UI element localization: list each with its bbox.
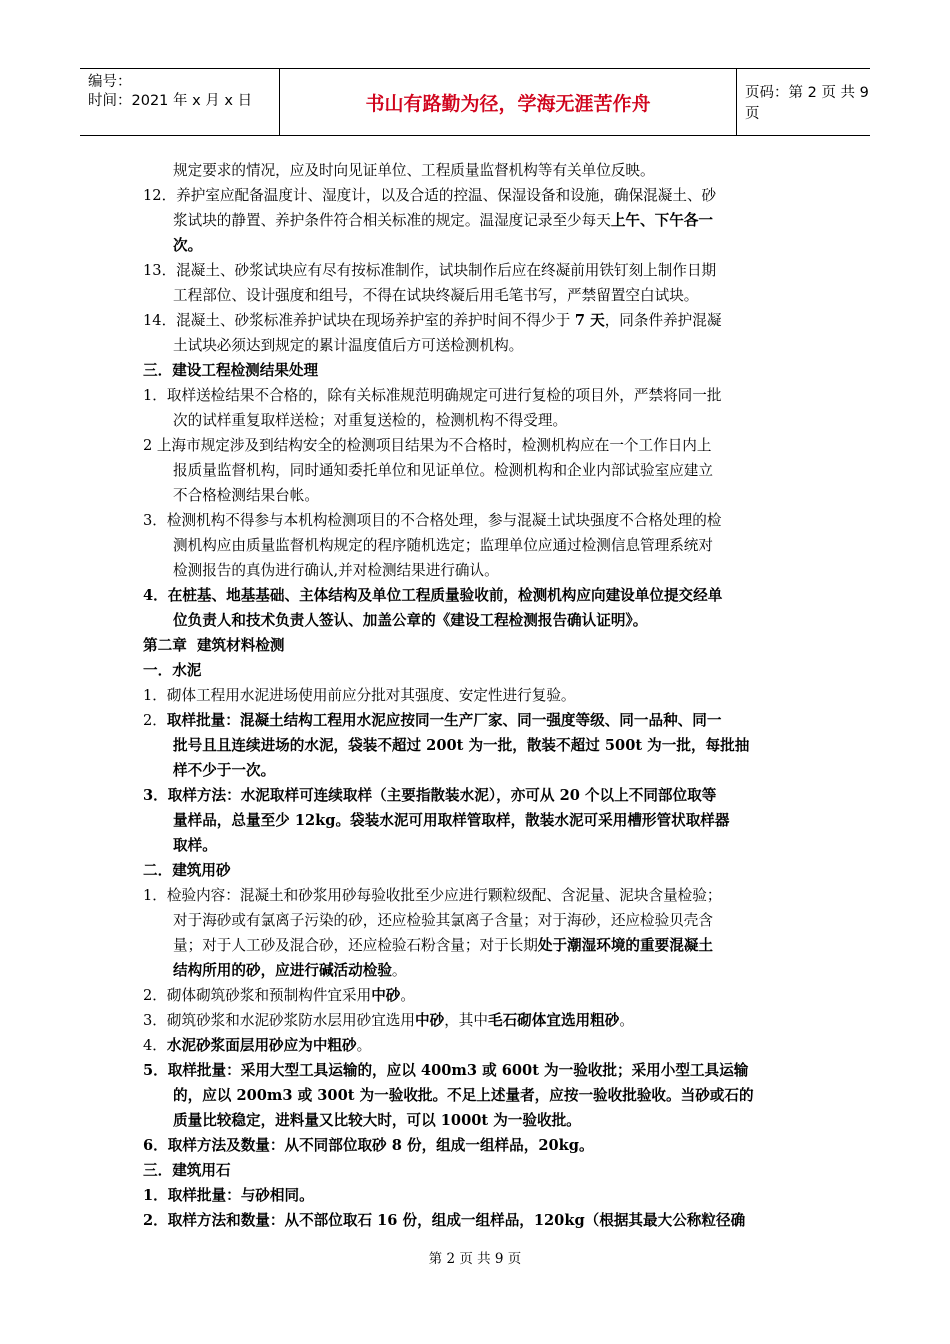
- text-segment: 位负责人和技术负责人签认、加盖公章的《建设工程检测报告确认证明》。: [173, 612, 648, 629]
- text-segment: ，其中: [444, 1012, 488, 1029]
- text-segment: 一．水泥: [143, 662, 202, 679]
- text-segment: 量；对于人工砂及混合砂，还应检验石粉含量；对于长期: [173, 937, 538, 954]
- text-line: [143, 608, 813, 633]
- text-segment: 工程部位、设计强度和组号，不得在试块终凝后用毛笔书写，严禁留置空白试块。: [173, 287, 699, 304]
- text-segment: 水泥砂浆面层用砂应为中粗砂: [166, 1037, 357, 1054]
- document-body: [143, 158, 813, 1233]
- text-segment: 中砂: [414, 1012, 445, 1029]
- text-line: [143, 733, 813, 758]
- header-meta: [80, 69, 280, 135]
- text-segment: 5．取样批量：采用大型工具运输的，应以 400m3 或 600t 为一验收批；采用小型工具运输: [143, 1062, 749, 1079]
- text-segment: 处于潮湿环境的重要混凝土: [537, 937, 713, 954]
- text-line: [143, 658, 813, 683]
- text-segment: 1．砌体工程用水泥进场使用前应分批对其强度、安定性进行复验。: [143, 687, 576, 704]
- text-segment: 4．在桩基、地基基础、主体结构及单位工程质量验收前，检测机构应向建设单位提交经单: [143, 587, 723, 604]
- text-line: [143, 183, 813, 208]
- document-number-label: 编号：: [88, 74, 132, 90]
- text-segment: 质量比较稳定，进料量又比较大时，可以 1000t 为一验收批。: [173, 1112, 581, 1129]
- text-segment: 13．混凝土、砂浆试块应有尽有按标准制作，试块制作后应在终凝前用铁钉刻上制作日期: [143, 262, 717, 279]
- text-line: [143, 758, 813, 783]
- text-line: [143, 633, 813, 658]
- text-segment: 三．建设工程检测结果处理: [143, 362, 319, 379]
- text-line: [143, 308, 813, 333]
- text-segment: 不合格检测结果台帐。: [173, 487, 319, 504]
- text-line: [143, 383, 813, 408]
- text-segment: 检测报告的真伪进行确认,并对检测结果进行确认。: [173, 562, 499, 579]
- text-segment: 次的试样重复取样送检；对重复送检的，检测机构不得受理。: [173, 412, 568, 429]
- text-segment: 测机构应由质量监督机构规定的程序随机选定；监理单位应通过检测信息管理系统对: [173, 537, 713, 554]
- text-line: [143, 1183, 813, 1208]
- text-line: [143, 858, 813, 883]
- text-line: [143, 483, 813, 508]
- text-line: [143, 908, 813, 933]
- text-line: [143, 358, 813, 383]
- header-motto: 书山有路勤为径，学海无涯苦作舟: [280, 69, 737, 135]
- text-line: [143, 408, 813, 433]
- page-header: [80, 68, 870, 136]
- text-segment: 4．: [143, 1037, 167, 1054]
- text-line: [143, 883, 813, 908]
- text-line: [143, 783, 813, 808]
- text-segment: 次。: [173, 237, 203, 254]
- text-segment: 对于海砂或有氯离子污染的砂，还应检验其氯离子含量；对于海砂，还应检验贝壳含: [173, 912, 713, 929]
- text-segment: 6．取样方法及数量：从不同部位取砂 8 份，组成一组样品，20kg。: [143, 1137, 594, 1154]
- text-line: [143, 833, 813, 858]
- text-line: [143, 558, 813, 583]
- text-line: [143, 208, 813, 233]
- text-line: [143, 958, 813, 983]
- text-line: [143, 808, 813, 833]
- text-segment: 量样品，总量至少 12kg。袋装水泥可用取样管取样，散装水泥可采用槽形管状取样器: [173, 812, 730, 829]
- text-segment: 1．取样送检结果不合格的，除有关标准规范明确规定可进行复检的项目外，严禁将同一批: [143, 387, 722, 404]
- text-segment: 取样批量：混凝土结构工程用水泥应按同一生产厂家、同一强度等级、同一品种、同一: [166, 712, 722, 729]
- text-segment: 。: [619, 1012, 634, 1029]
- text-segment: 毛石砌体宜选用粗砂: [487, 1012, 620, 1029]
- text-segment: 1．取样批量：与砂相同。: [143, 1187, 314, 1204]
- text-line: [143, 508, 813, 533]
- text-line: [143, 583, 813, 608]
- text-segment: 土试块必须达到规定的累计温度值后方可送检测机构。: [173, 337, 524, 354]
- text-line: [143, 1133, 813, 1158]
- text-segment: 浆试块的静置、养护条件符合相关标准的规定。温湿度记录至少每天: [173, 212, 611, 229]
- text-segment: 7 天: [574, 312, 605, 329]
- text-segment: 结构所用的砂，应进行碱活动检验: [173, 962, 392, 979]
- text-segment: 12．养护室应配备温度计、湿度计，以及合适的控温、保湿设备和设施，确保混凝土、砂: [143, 187, 717, 204]
- text-line: [143, 458, 813, 483]
- text-line: [143, 283, 813, 308]
- text-segment: 取样。: [173, 837, 217, 854]
- text-line: [143, 1008, 813, 1033]
- text-segment: 1．检验内容：混凝土和砂浆用砂每验收批至少应进行颗粒级配、含泥量、泥块含量检验；: [143, 887, 722, 904]
- text-segment: ，同条件养护混凝: [604, 312, 722, 329]
- text-line: [143, 433, 813, 458]
- text-line: [143, 933, 813, 958]
- text-line: [143, 1158, 813, 1183]
- text-segment: 14．混凝土、砂浆标准养护试块在现场养护室的养护时间不得少于: [143, 312, 575, 329]
- text-segment: 上午、下午各一: [610, 212, 713, 229]
- text-segment: 中砂: [371, 987, 401, 1004]
- text-line: [143, 683, 813, 708]
- document-date: 时间：2021 年 x 月 x 日: [88, 93, 253, 109]
- text-segment: 。: [356, 1037, 372, 1054]
- text-segment: 3．检测机构不得参与本机构检测项目的不合格处理，参与混凝土试块强度不合格处理的检: [143, 512, 722, 529]
- text-segment: 2 上海市规定涉及到结构安全的检测项目结果为不合格时，检测机构应在一个工作日内上: [143, 437, 712, 454]
- text-segment: 第二章 建筑材料检测: [143, 637, 285, 654]
- text-segment: 的，应以 200m3 或 300t 为一验收批。不足上述量者，应按一验收批验收。当砂或石的: [173, 1087, 754, 1104]
- text-segment: 样不少于一次。: [173, 762, 276, 779]
- text-line: [143, 1083, 813, 1108]
- text-line: [143, 983, 813, 1008]
- text-segment: 3．砌筑砂浆和水泥砂浆防水层用砂宜选用: [143, 1012, 415, 1029]
- text-line: [143, 1058, 813, 1083]
- text-segment: 2．砌体砌筑砂浆和预制构件宜采用: [143, 987, 372, 1004]
- text-line: [143, 1033, 813, 1058]
- text-segment: 三．建筑用石: [143, 1162, 231, 1179]
- text-segment: 2．: [143, 712, 167, 729]
- text-line: [143, 233, 813, 258]
- text-segment: 。: [400, 987, 416, 1004]
- text-segment: 批号且且连续进场的水泥，袋装不超过 200t 为一批，散装不超过 500t 为一批，每批抽: [173, 737, 750, 754]
- text-segment: 。: [391, 962, 407, 979]
- text-segment: 二．建筑用砂: [143, 862, 231, 879]
- text-segment: 3．取样方法：水泥取样可连续取样（主要指散装水泥），亦可从 20 个以上不同部位取等: [143, 787, 717, 804]
- text-line: [143, 708, 813, 733]
- text-line: [143, 533, 813, 558]
- text-segment: 报质量监督机构，同时通知委托单位和见证单位。检测机构和企业内部试验室应建立: [173, 462, 713, 479]
- text-line: [143, 1208, 813, 1233]
- text-line: [143, 258, 813, 283]
- text-segment: 2．取样方法和数量：从不部位取石 16 份，组成一组样品，120kg（根据其最大公称粒径确: [143, 1212, 746, 1229]
- header-page-number: 页码：第 2 页 共 9 页: [745, 85, 869, 122]
- page-footer: 第 2 页 共 9 页: [428, 1251, 522, 1267]
- text-line: [143, 333, 813, 358]
- text-line: [143, 158, 813, 183]
- text-segment: 规定要求的情况，应及时向见证单位、工程质量监督机构等有关单位反映。: [173, 162, 655, 179]
- text-line: [143, 1108, 813, 1133]
